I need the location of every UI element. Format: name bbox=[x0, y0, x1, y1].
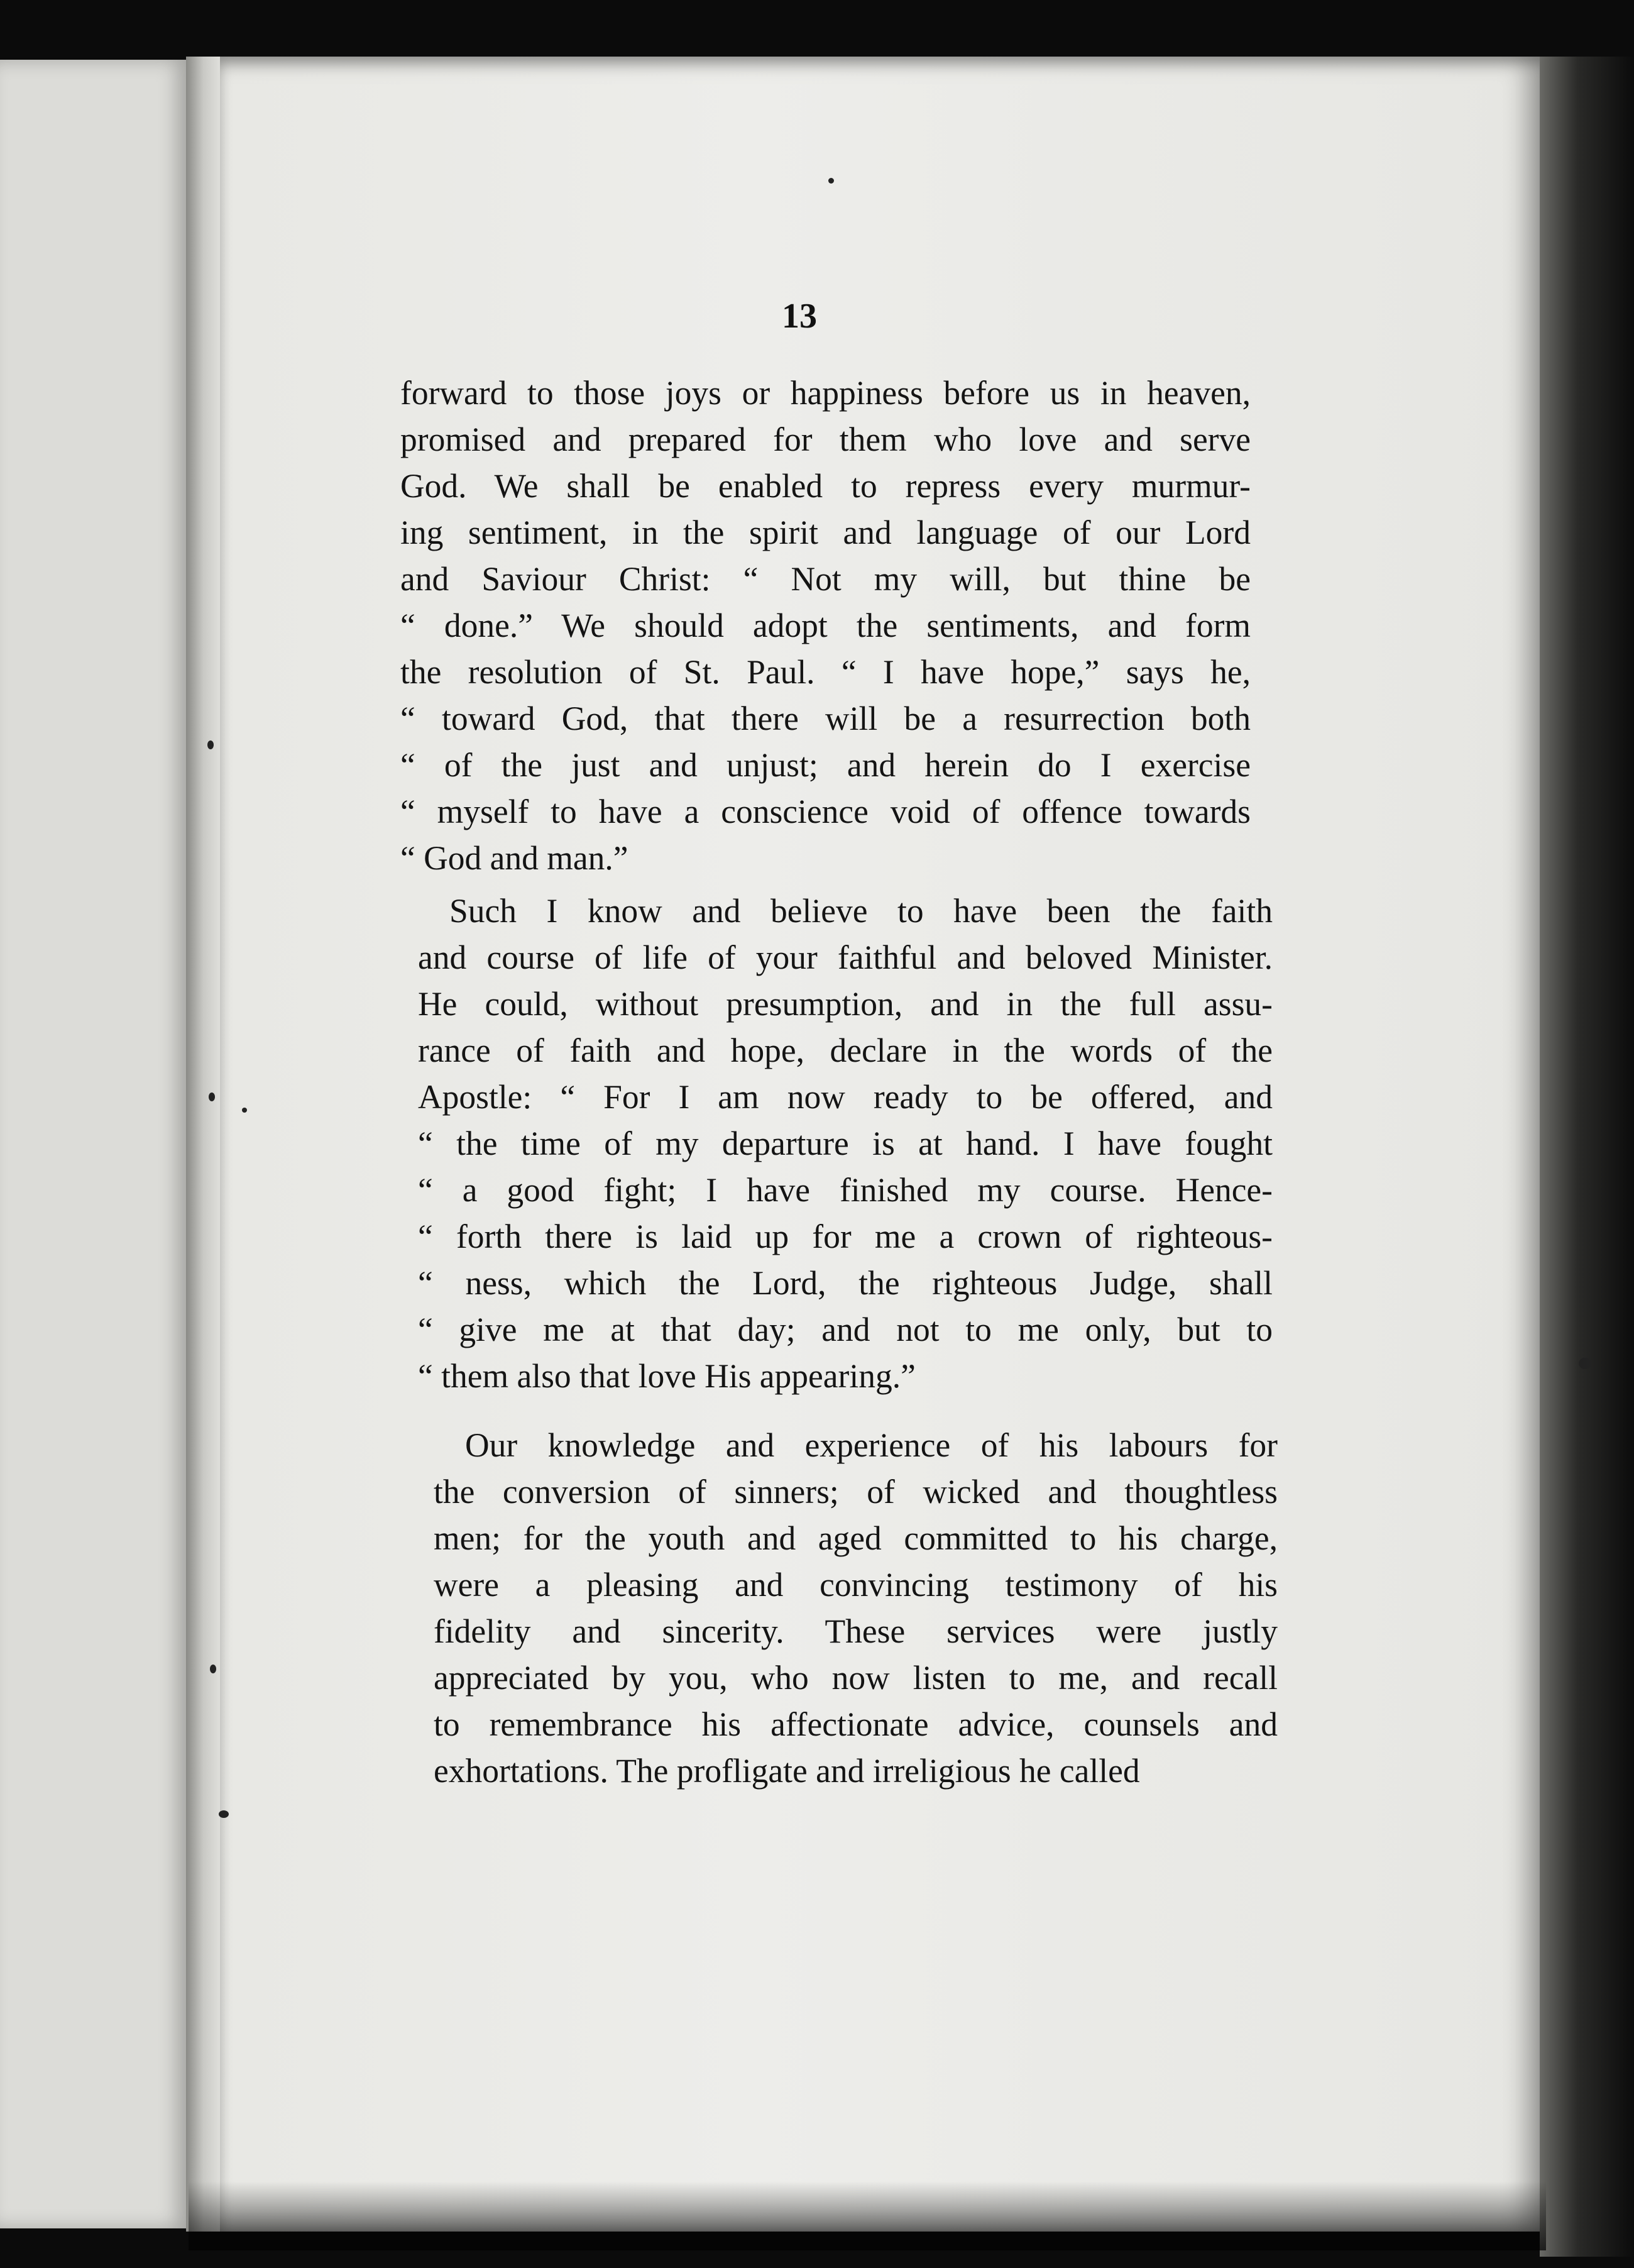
text-line: “ ness, which the Lord, the righteous Judge, shall bbox=[418, 1264, 1273, 1302]
page-number: 13 bbox=[782, 297, 817, 336]
speck-mark bbox=[242, 1108, 247, 1113]
text-line: rance of faith and hope, declare in the words of the bbox=[418, 1032, 1273, 1069]
speck-mark bbox=[219, 1810, 229, 1818]
speck-mark bbox=[1579, 1358, 1591, 1369]
text-line: and Saviour Christ: “ Not my will, but thine be bbox=[400, 560, 1251, 598]
paragraph-2 bbox=[418, 888, 1273, 1399]
speck-mark bbox=[828, 178, 834, 184]
text-line: “ toward God, that there will be a resurrection both bbox=[400, 700, 1251, 737]
text-line: exhortations. The profligate and irreligious he called bbox=[434, 1752, 1140, 1790]
text-line: “ forth there is laid up for me a crown of righteous- bbox=[418, 1218, 1273, 1255]
text-line: men; for the youth and aged committed to his charge, bbox=[434, 1519, 1278, 1557]
paragraph-3 bbox=[434, 1422, 1278, 1794]
text-line: “ give me at that day; and not to me only, but to bbox=[418, 1311, 1273, 1348]
text-line: “ the time of my departure is at hand. I have fought bbox=[418, 1125, 1273, 1162]
text-line: ing sentiment, in the spirit and language of our Lord bbox=[400, 514, 1251, 551]
text-line: and course of life of your faithful and beloved Minister. bbox=[418, 939, 1273, 976]
text-line: Apostle: “ For I am now ready to be offered, and bbox=[418, 1078, 1273, 1116]
text-line: to remembrance his affectionate advice, counsels and bbox=[434, 1705, 1278, 1743]
text-line: appreciated by you, who now listen to me, and recall bbox=[434, 1659, 1278, 1697]
bottom-shadow bbox=[189, 2181, 1546, 2250]
text-line: were a pleasing and convincing testimony of his bbox=[434, 1566, 1278, 1604]
text-line: Such I know and believe to have been the faith bbox=[449, 892, 1273, 930]
speck-mark bbox=[209, 1093, 215, 1101]
book-gutter bbox=[186, 57, 225, 2232]
speck-mark bbox=[207, 740, 214, 749]
text-line: promised and prepared for them who love and serve bbox=[400, 421, 1251, 458]
speck-mark bbox=[210, 1665, 216, 1673]
text-line: “ myself to have a conscience void of offence towards bbox=[400, 793, 1251, 830]
text-line: the resolution of St. Paul. “ I have hope,” says he, bbox=[400, 653, 1251, 691]
text-line: “ of the just and unjust; and herein do I exercise bbox=[400, 746, 1251, 784]
text-line: forward to those joys or happiness before us in heaven, bbox=[400, 374, 1251, 412]
paragraph-1 bbox=[400, 370, 1251, 881]
page-edge-shadow bbox=[1540, 57, 1634, 2257]
text-line: “ God and man.” bbox=[400, 839, 628, 877]
facing-page-edge bbox=[0, 60, 189, 2228]
text-line: fidelity and sincerity. These services were justly bbox=[434, 1612, 1278, 1650]
text-line: God. We shall be enabled to repress every murmur- bbox=[400, 467, 1251, 505]
text-line: Our knowledge and experience of his labours for bbox=[465, 1426, 1278, 1464]
text-line: He could, without presumption, and in the full assu- bbox=[418, 985, 1273, 1023]
text-line: “ done.” We should adopt the sentiments, and form bbox=[400, 607, 1251, 644]
text-line: “ a good fight; I have finished my course. Hence- bbox=[418, 1171, 1273, 1209]
text-line: the conversion of sinners; of wicked and thoughtless bbox=[434, 1473, 1278, 1511]
text-line: “ them also that love His appearing.” bbox=[418, 1357, 916, 1395]
